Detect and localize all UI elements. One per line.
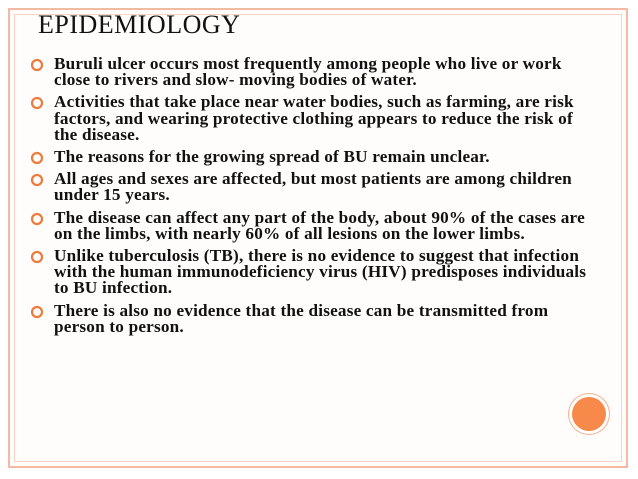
bullet-item [28, 300, 588, 336]
hollow-circle-bullet-icon [30, 58, 44, 72]
orange-accent-circle [572, 397, 606, 431]
bullet-item [28, 149, 588, 165]
bullet-item [28, 248, 588, 297]
bullet-text: Buruli ulcer occurs most frequently among people who live or work close to rivers and slow- moving bodies of water. [54, 54, 562, 90]
bullet-text: Activities that take place near water bodies, such as farming, are risk factors, and wearing protective clothing appears to reduce the risk of the disease. [54, 92, 574, 144]
bullet-item [28, 94, 588, 143]
bullet-list [28, 56, 588, 341]
hollow-circle-bullet-icon [30, 151, 44, 165]
bullet-text: Unlike tuberculosis (TB), there is no evidence to suggest that infection with the human immunodeficiency virus (HIV) predisposes individuals to BU infection. [54, 246, 587, 298]
bullet-item [28, 56, 588, 88]
bullet-text: The disease can affect any part of the body, about 90% of the cases are on the limbs, with nearly 60% of all lesions on the lower limbs. [54, 207, 585, 243]
bullet-item [28, 171, 588, 203]
hollow-circle-bullet-icon [30, 250, 44, 264]
bullet-text: The reasons for the growing spread of BU remain unclear. [54, 147, 490, 167]
hollow-circle-bullet-icon [30, 212, 44, 226]
hollow-circle-bullet-icon [30, 173, 44, 187]
hollow-circle-bullet-icon [30, 96, 44, 110]
hollow-circle-bullet-icon [30, 305, 44, 319]
bullet-text: All ages and sexes are affected, but most patients are among children under 15 years. [54, 169, 572, 205]
bullet-item [28, 207, 588, 243]
bullet-text: There is also no evidence that the disease can be transmitted from person to person. [54, 300, 549, 336]
slide-title: EPIDEMIOLOGY [38, 10, 241, 39]
